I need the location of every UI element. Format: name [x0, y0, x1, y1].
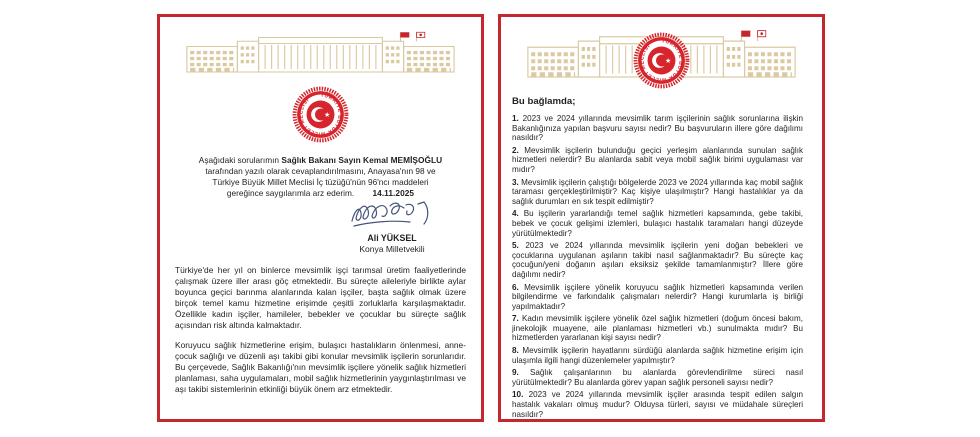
- petition-intro-paragraph: [194, 155, 447, 199]
- intro-pre-text: Aşağıdaki sorularımın: [198, 155, 280, 166]
- question-item-4: [512, 209, 803, 238]
- question-text: Mevsimlik işçilerin hayatlarını sürdüğü alanlarda sağlık hizmetine erişim için ulaşımla ilgili hangi düzenlemeler yapılmıştır?: [512, 346, 804, 365]
- question-number: 9.: [512, 368, 519, 378]
- page-1-content: [160, 17, 481, 419]
- question-text: 2023 ve 2024 yıllarında mevsimlik işçilerin yeni doğan bebekleri ve çocuklarına uygulanan aşıların takibi nasıl sağlanmaktadır? Bu süreçte kaç çocuğun/yeni doğanın aşıları eksiksiz şekilde tamamlanmıştır? İllere göre dağılımı nedir?: [512, 241, 803, 279]
- page-2-content: [501, 17, 822, 419]
- question-item-2: [512, 146, 803, 175]
- question-number: 7.: [512, 314, 519, 324]
- question-text: 2023 ve 2024 yıllarında mevsimlik işçiler arasında tespit edilen salgın hastalık vakaları olmuş mudur? Olduysa türleri, sayısı ve müdahale süreçleri nasıldır?: [512, 390, 804, 419]
- signatory-title: Konya Milletvekili: [359, 244, 425, 254]
- question-item-8: [512, 346, 803, 365]
- document-page-2: [498, 14, 825, 422]
- question-item-3: [512, 178, 803, 207]
- question-number: 8.: [512, 346, 519, 356]
- question-text: Mevsimlik işçilere yönelik koruyucu sağlık hizmetleri kapsamında verilen bilgilendirme ve farkındalık çalışmaları nelerdir? Hangi kurumlarla iş birliği yapılmaktadır?: [512, 282, 803, 311]
- minister-name: Sağlık Bakanı Sayın Kemal MEMİŞOĞLU: [281, 155, 443, 166]
- question-number: 2.: [512, 145, 519, 155]
- question-text: Sağlık çalışanlarının bu alanlarda görevlendirilme süreci nasıl yürütülmektedir? Bu alanlarda görev yapan sağlık personeli sayısı nedir?: [512, 368, 803, 387]
- question-number: 6.: [512, 282, 519, 292]
- question-item-10: [512, 390, 803, 419]
- body-paragraph-2: Koruyucu sağlık hizmetlerine erişim, bulaşıcı hastalıkların önlenmesi, anne-çocuk sağlığı ve düzenli aşı takibi gibi konular mevsimlik işçilerin sorunlarıdır. Bu çerçevede, Sağlık Bakanlığı'nın mevsimlik işçilere yönelik sağlık hizmetleri planlaması, saha uygulamaları, mobil sağlık hizmetlerinin yaygınlaştırılması ve aşı takibi sistemlerinin etkinliği büyük önem arz etmektedir.: [175, 340, 466, 394]
- intro-post-text: tarafından yazılı olarak cevaplandırılmasını, Anayasa'nın 98 ve Türkiye Büyük Millet Meclisi İç tüzüğü'nün 96'ncı maddeleri gereğince saygılarımla arz ederim.: [205, 166, 436, 199]
- signatory-name: Ali YÜKSEL: [367, 233, 417, 243]
- signature-block: [329, 197, 455, 254]
- parliament-building-illustration: [182, 30, 459, 78]
- handwritten-signature: [348, 197, 436, 231]
- question-text: 2023 ve 2024 yıllarında mevsimlik tarım işçilerinin sağlık sorunlarına ilişkin Bakanlığınıza yapılan başvuru sayısı nedir? Bu başvuruların illere göre dağılımı nasıldır?: [512, 114, 803, 143]
- petition-date: 14.11.2025: [372, 188, 415, 199]
- body-paragraph-1: Türkiye'de her yıl on binlerce mevsimlik işçi tarımsal üretim faaliyetlerinde çalışmak üzere iller arası göç etmektedir. Bu süreçte aileleriyle birlikte aylar boyunca geçici barınma alanlarında kalan işçiler, başta sağlık olmak üzere birçok temel kamu hizmetine erişimde çeşitli zorluklarla karşılaşmaktadır. Özellikle kadın işçiler, hamileler, bebekler ve çocuklar bu süreçte sağlık açısından risk altında kalmaktadır.: [175, 265, 466, 330]
- question-item-6: [512, 283, 803, 312]
- question-number: 5.: [512, 241, 519, 251]
- question-item-7: [512, 314, 803, 343]
- question-item-9: [512, 368, 803, 387]
- questions-heading: Bu bağlamda;: [512, 96, 576, 107]
- question-number: 10.: [512, 390, 524, 400]
- question-number: 1.: [512, 114, 519, 123]
- question-item-1: [512, 114, 803, 143]
- question-text: Kadın mevsimlik işçilere yönelik özel sağlık hizmetleri (doğum öncesi bakım, jinekolojik muayene, aile planlaması hizmetleri vb.) sunulmakta mıdır? Bu hizmetlerden yararlanan kişi sayısı nedir?: [512, 314, 803, 343]
- question-item-5: [512, 241, 803, 279]
- question-text: Mevsimlik işçilerin bulunduğu geçici yerleşim alanlarında sunulan sağlık hizmetleri nelerdir? Bu alanlarda sabit veya mobil sağlık birimi uygulaması var mıdır?: [512, 145, 803, 174]
- question-text: Mevsimlik işçilerin çalıştığı bölgelerde 2023 ve 2024 yıllarında kaç mobil sağlık taraması gerçekleştirilmiştir? Kaç kişiye ulaşılmıştır? Hangi hastalıklar ya da sağlık durumları en sık tespit edilmiştir?: [512, 177, 804, 206]
- question-number: 3.: [512, 177, 519, 187]
- document-page-1: [157, 14, 484, 422]
- tbmm-seal: [292, 86, 349, 143]
- tbmm-seal: [633, 32, 690, 89]
- questions-list: [512, 114, 803, 422]
- question-text: Bu işçilerin yararlandığı temel sağlık hizmetleri kapsamında, gebe takibi, bebek ve çocuk gelişimi izlemleri, bulaşıcı hastalık taramaları hangi düzeyde yürütülmektedir?: [512, 209, 803, 238]
- question-number: 4.: [512, 209, 519, 219]
